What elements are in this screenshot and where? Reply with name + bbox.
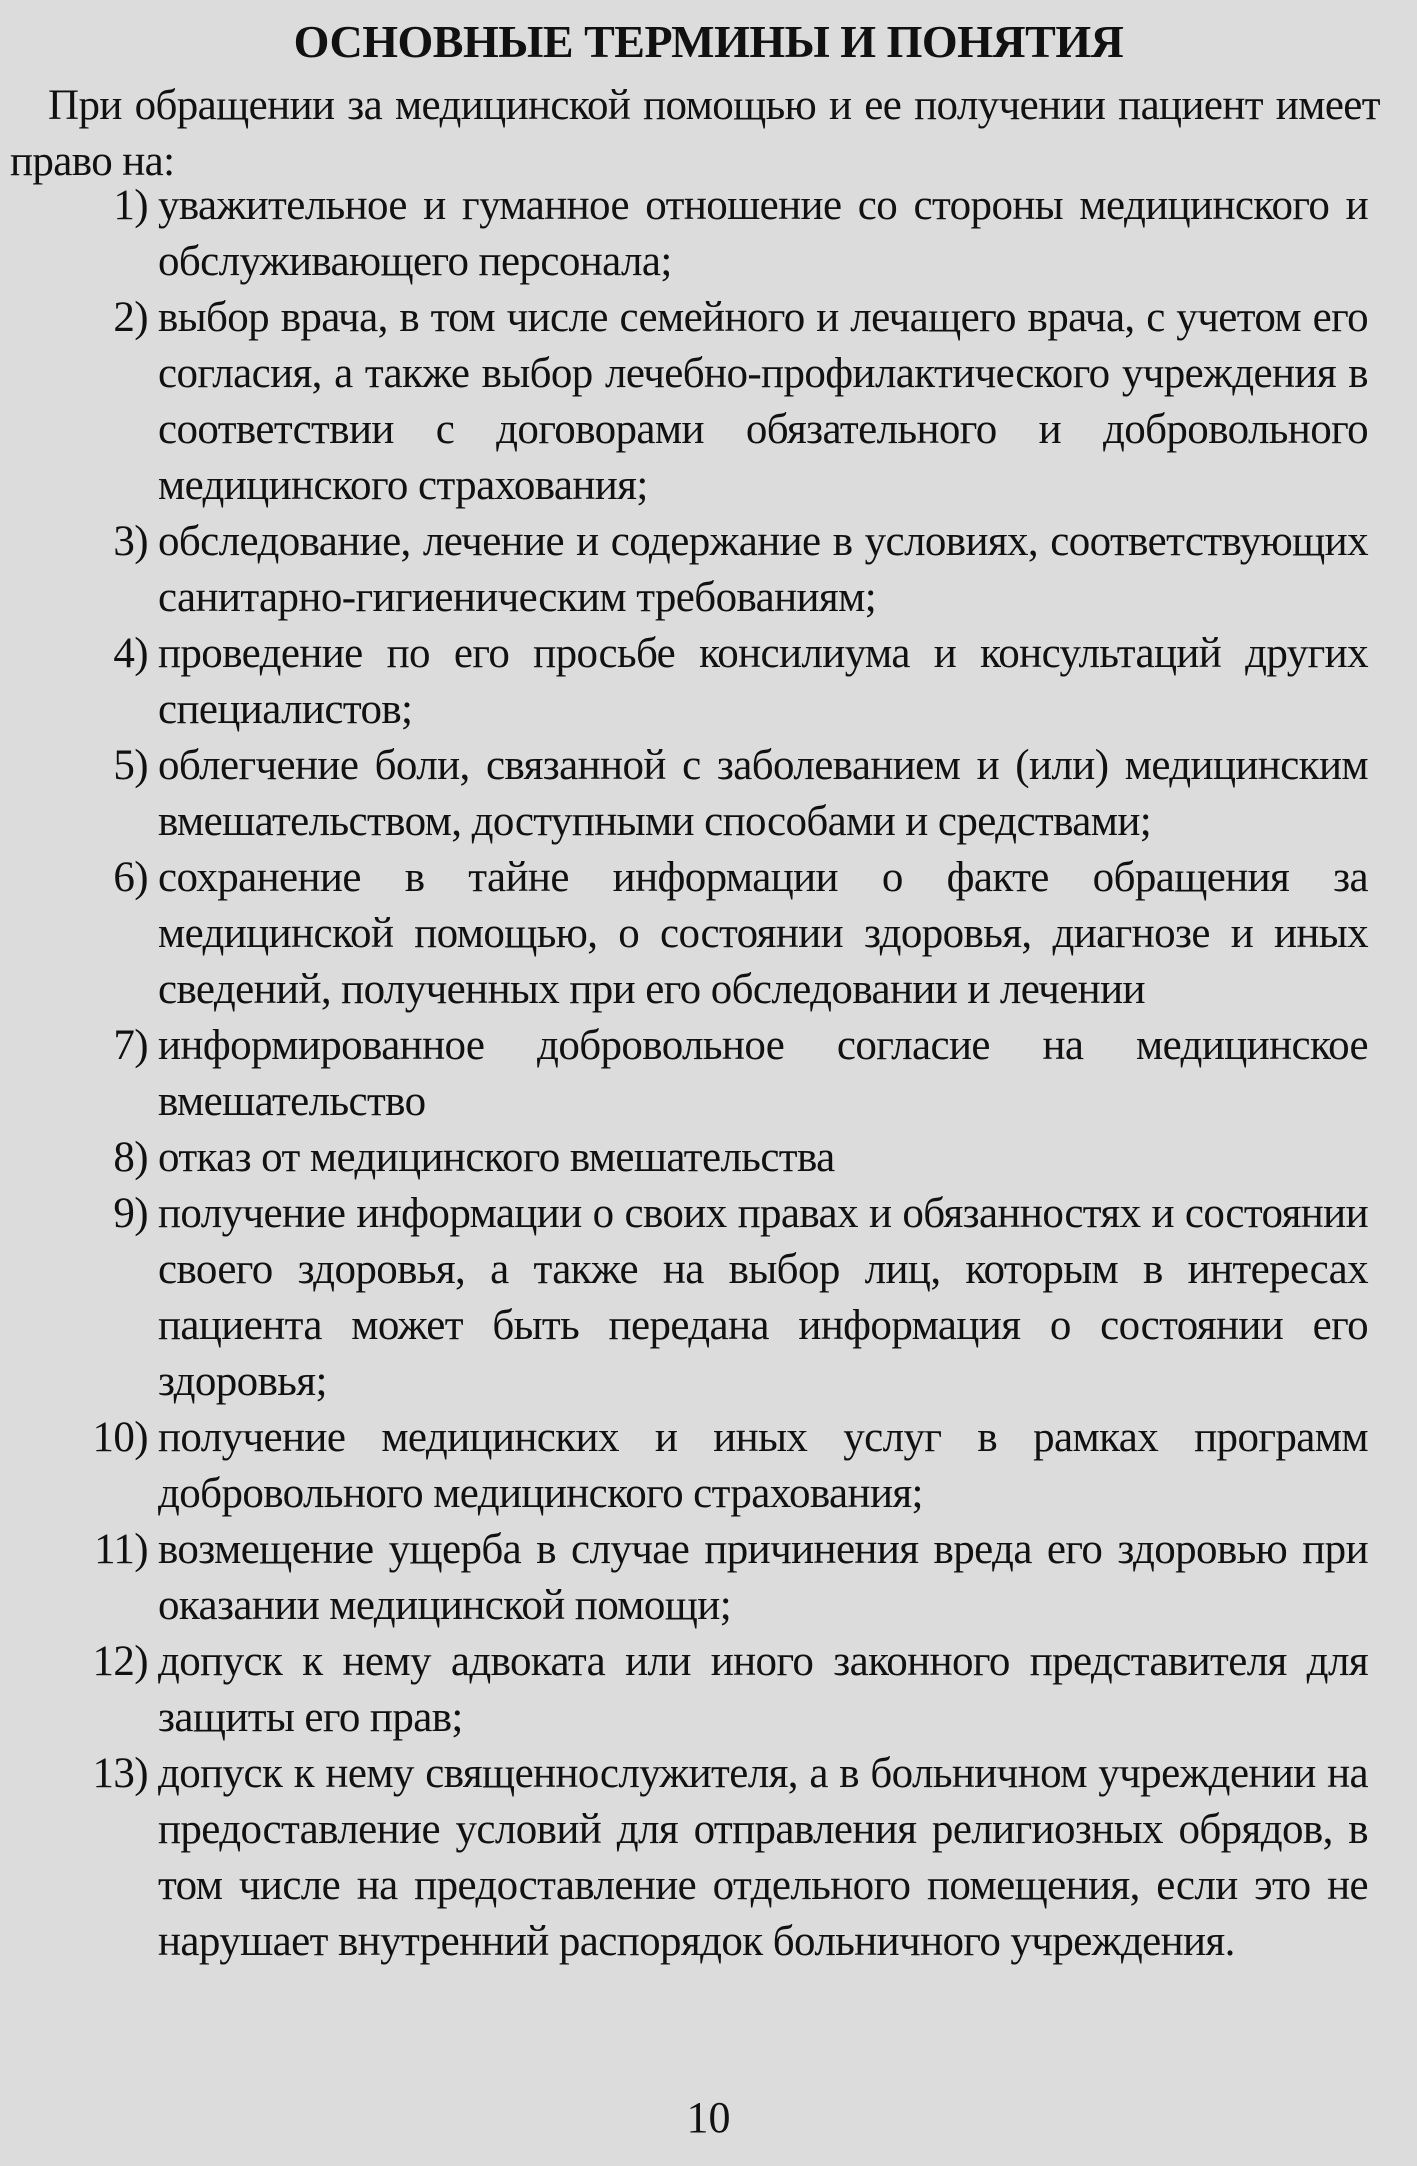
list-item-number: 6) — [113, 854, 148, 901]
list-item-number: 3) — [113, 518, 148, 565]
list-item — [0, 1130, 1417, 1186]
list-item — [0, 1522, 1417, 1634]
page-number: 10 — [686, 2093, 731, 2142]
list-item-text: выбор врача, в том числе семейного и лечащего врача, с учетом его согласия, а также выбор лечебно-профилактического учреждения в соответствии с договорами обязательного и добровольного медицинского страхования; — [158, 294, 1368, 509]
list-item — [0, 626, 1417, 738]
list-item-text: получение медицинских и иных услуг в рамках программ добровольного медицинского страхования; — [158, 1414, 1368, 1517]
list-item — [0, 1634, 1417, 1746]
list-item — [0, 1018, 1417, 1130]
list-item — [0, 738, 1417, 850]
list-item-text: сохранение в тайне информации о факте обращения за медицинской помощью, о состоянии здоровья, диагнозе и иных сведений, полученных при его обследовании и лечении — [158, 854, 1368, 1013]
list-item-text: допуск к нему священнослужителя, а в больничном учреждении на предоставление условий для отправления религиозных обрядов, в том числе на предоставление отдельного помещения, если это не нарушает внутренний распорядок больничного учреждения. — [158, 1750, 1368, 1965]
list-item — [0, 290, 1417, 514]
list-item-number: 13) — [92, 1750, 148, 1797]
list-item — [0, 1410, 1417, 1522]
list-item-number: 9) — [113, 1190, 148, 1237]
list-item — [0, 1186, 1417, 1410]
list-item-text: проведение по его просьбе консилиума и консультаций других специалистов; — [158, 630, 1368, 733]
list-item-number: 2) — [113, 294, 148, 341]
list-item-text: облегчение боли, связанной с заболеванием и (или) медицинским вмешательством, доступными способами и средствами; — [158, 742, 1368, 845]
rights-list — [0, 178, 1417, 1970]
list-item-text: уважительное и гуманное отношение со стороны медицинского и обслуживающего персонала; — [158, 182, 1368, 285]
list-item — [0, 514, 1417, 626]
list-item-text: обследование, лечение и содержание в условиях, соответствующих санитарно-гигиеническим требованиям; — [158, 518, 1368, 621]
list-item-text: отказ от медицинского вмешательства — [158, 1134, 835, 1181]
list-item-text: возмещение ущерба в случае причинения вреда его здоровью при оказании медицинской помощи; — [158, 1526, 1368, 1629]
page-title: ОСНОВНЫЕ ТЕРМИНЫ И ПОНЯТИЯ — [293, 16, 1124, 67]
list-item-number: 12) — [92, 1638, 148, 1685]
list-item-number: 5) — [113, 742, 148, 789]
list-item-number: 7) — [113, 1022, 148, 1069]
list-item-text: информированное добровольное согласие на медицинское вмешательство — [158, 1022, 1368, 1125]
list-item — [0, 1746, 1417, 1970]
list-item — [0, 178, 1417, 290]
list-item-number: 10) — [92, 1414, 148, 1461]
list-item — [0, 850, 1417, 1018]
list-item-number: 11) — [94, 1526, 148, 1573]
list-item-text: допуск к нему адвоката или иного законного представителя для защиты его прав; — [158, 1638, 1368, 1741]
intro-paragraph: При обращении за медицинской помощью и ее получении пациент имеет право на: — [10, 82, 1380, 185]
list-item-number: 1) — [113, 182, 148, 229]
list-item-number: 8) — [113, 1134, 148, 1181]
list-item-text: получение информации о своих правах и обязанностях и состоянии своего здоровья, а также на выбор лиц, которым в интересах пациента может быть передана информация о состоянии его здоровья; — [158, 1190, 1368, 1405]
list-item-number: 4) — [113, 630, 148, 677]
